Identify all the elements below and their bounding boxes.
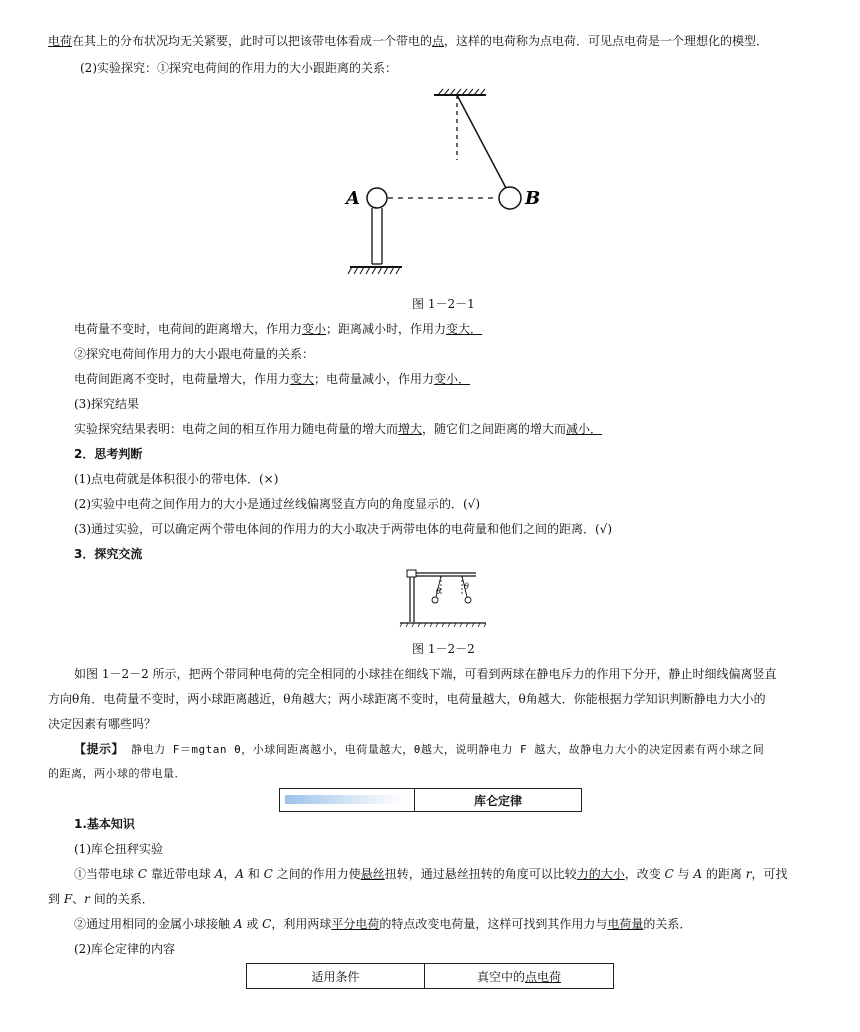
theta-label: θ <box>464 582 469 591</box>
figure-two-balls <box>398 566 486 630</box>
text-line: 到 F、r 间的关系． <box>48 892 154 906</box>
text-line: 电荷量不变时，电荷间的距离增大，作用力变小；距离减小时，作用力变大． <box>74 322 483 336</box>
text-line: ②通过用相同的金属小球接触 A 或 C，利用两球平分电荷的特点改变电荷量，这样可找到其作用力与电荷量的关系． <box>74 917 692 931</box>
underlined-term: 电荷 <box>48 34 73 48</box>
section-title: 2．思考判断 <box>74 447 143 461</box>
text-line: (2)实验探究：①探究电荷间的作用力的大小跟距离的关系： <box>80 61 398 75</box>
header-title: 库仑定律 <box>415 789 582 812</box>
underlined-term: 点 <box>432 34 445 48</box>
text-line: 方向θ角．电荷量不变时，两小球距离越近，θ角越大；两小球距离不变时，电荷量越大，θ角越大．你能根据力学知识判断静电力大小的 <box>48 692 766 706</box>
judgement-item: (2)实验中电荷之间作用力的大小是通过丝线偏离竖直方向的角度显示的．(√) <box>74 497 481 511</box>
section-title: 1.基本知识 <box>74 817 135 831</box>
section-title: 3．探究交流 <box>74 547 143 561</box>
text-line: 电荷在其上的分布状况均无关紧要，此时可以把该带电体看成一个带电的点，这样的电荷称为点电荷．可见点电荷是一个理想化的模型． <box>48 34 769 48</box>
hint-label: 【提示】 <box>74 742 125 756</box>
theta-label: θ <box>436 587 441 596</box>
text-line: 电荷间距离不变时，电荷量增大，作用力变大；电荷量减小，作用力变小． <box>74 372 471 386</box>
text-line: ①当带电球 C 靠近带电球 A，A 和 C 之间的作用力使悬丝扭转，通过悬丝扭转的角度可以比较力的大小，改变 C 与 A 的距离 r，可找 <box>74 867 788 881</box>
hint-line: 【提示】 静电力 F＝mgtan θ，小球间距离越小，电荷量越大，θ越大，说明静电力 F 越大，故静电力大小的决定因素有两小球之间 <box>74 742 765 756</box>
figure-caption: 图 1－2－1 <box>412 297 475 311</box>
text-line: (2)库仑定律的内容 <box>74 942 175 956</box>
law-table <box>246 963 614 989</box>
ribbon-decoration <box>285 795 405 804</box>
text-line: (3)探究结果 <box>74 397 139 411</box>
section-header-table <box>279 788 582 812</box>
judgement-item: (1)点电荷就是体积很小的带电体．(×) <box>74 472 279 486</box>
law-table-label: 适用条件 <box>247 964 425 989</box>
label-a: A <box>346 188 360 209</box>
figure-coulomb-distance <box>340 86 550 281</box>
judgement-item: (3)通过实验，可以确定两个带电体间的作用力的大小取决于两带电体的电荷量和他们之间的距离．(√) <box>74 522 613 536</box>
hint-line: 的距离，两小球的带电量． <box>48 767 186 780</box>
text-line: (1)库仑扭秤实验 <box>74 842 163 856</box>
text-line: ②探究电荷间作用力的大小跟电荷量的关系： <box>74 347 315 361</box>
figure-caption: 图 1－2－2 <box>412 642 475 656</box>
text-line: 决定因素有哪些吗？ <box>48 717 157 731</box>
text-line: 如图 1－2－2 所示，把两个带同种电荷的完全相同的小球挂在细线下端，可看到两球在静电斥力的作用下分开，静止时细线偏离竖直 <box>74 667 777 681</box>
label-b: B <box>525 188 541 209</box>
text-line: 实验探究结果表明：电荷之间的相互作用力随电荷量的增大而增大，随它们之间距离的增大而减小． <box>74 422 603 436</box>
law-table-value: 真空中的点电荷 <box>425 964 614 989</box>
header-decoration-cell <box>280 789 415 812</box>
